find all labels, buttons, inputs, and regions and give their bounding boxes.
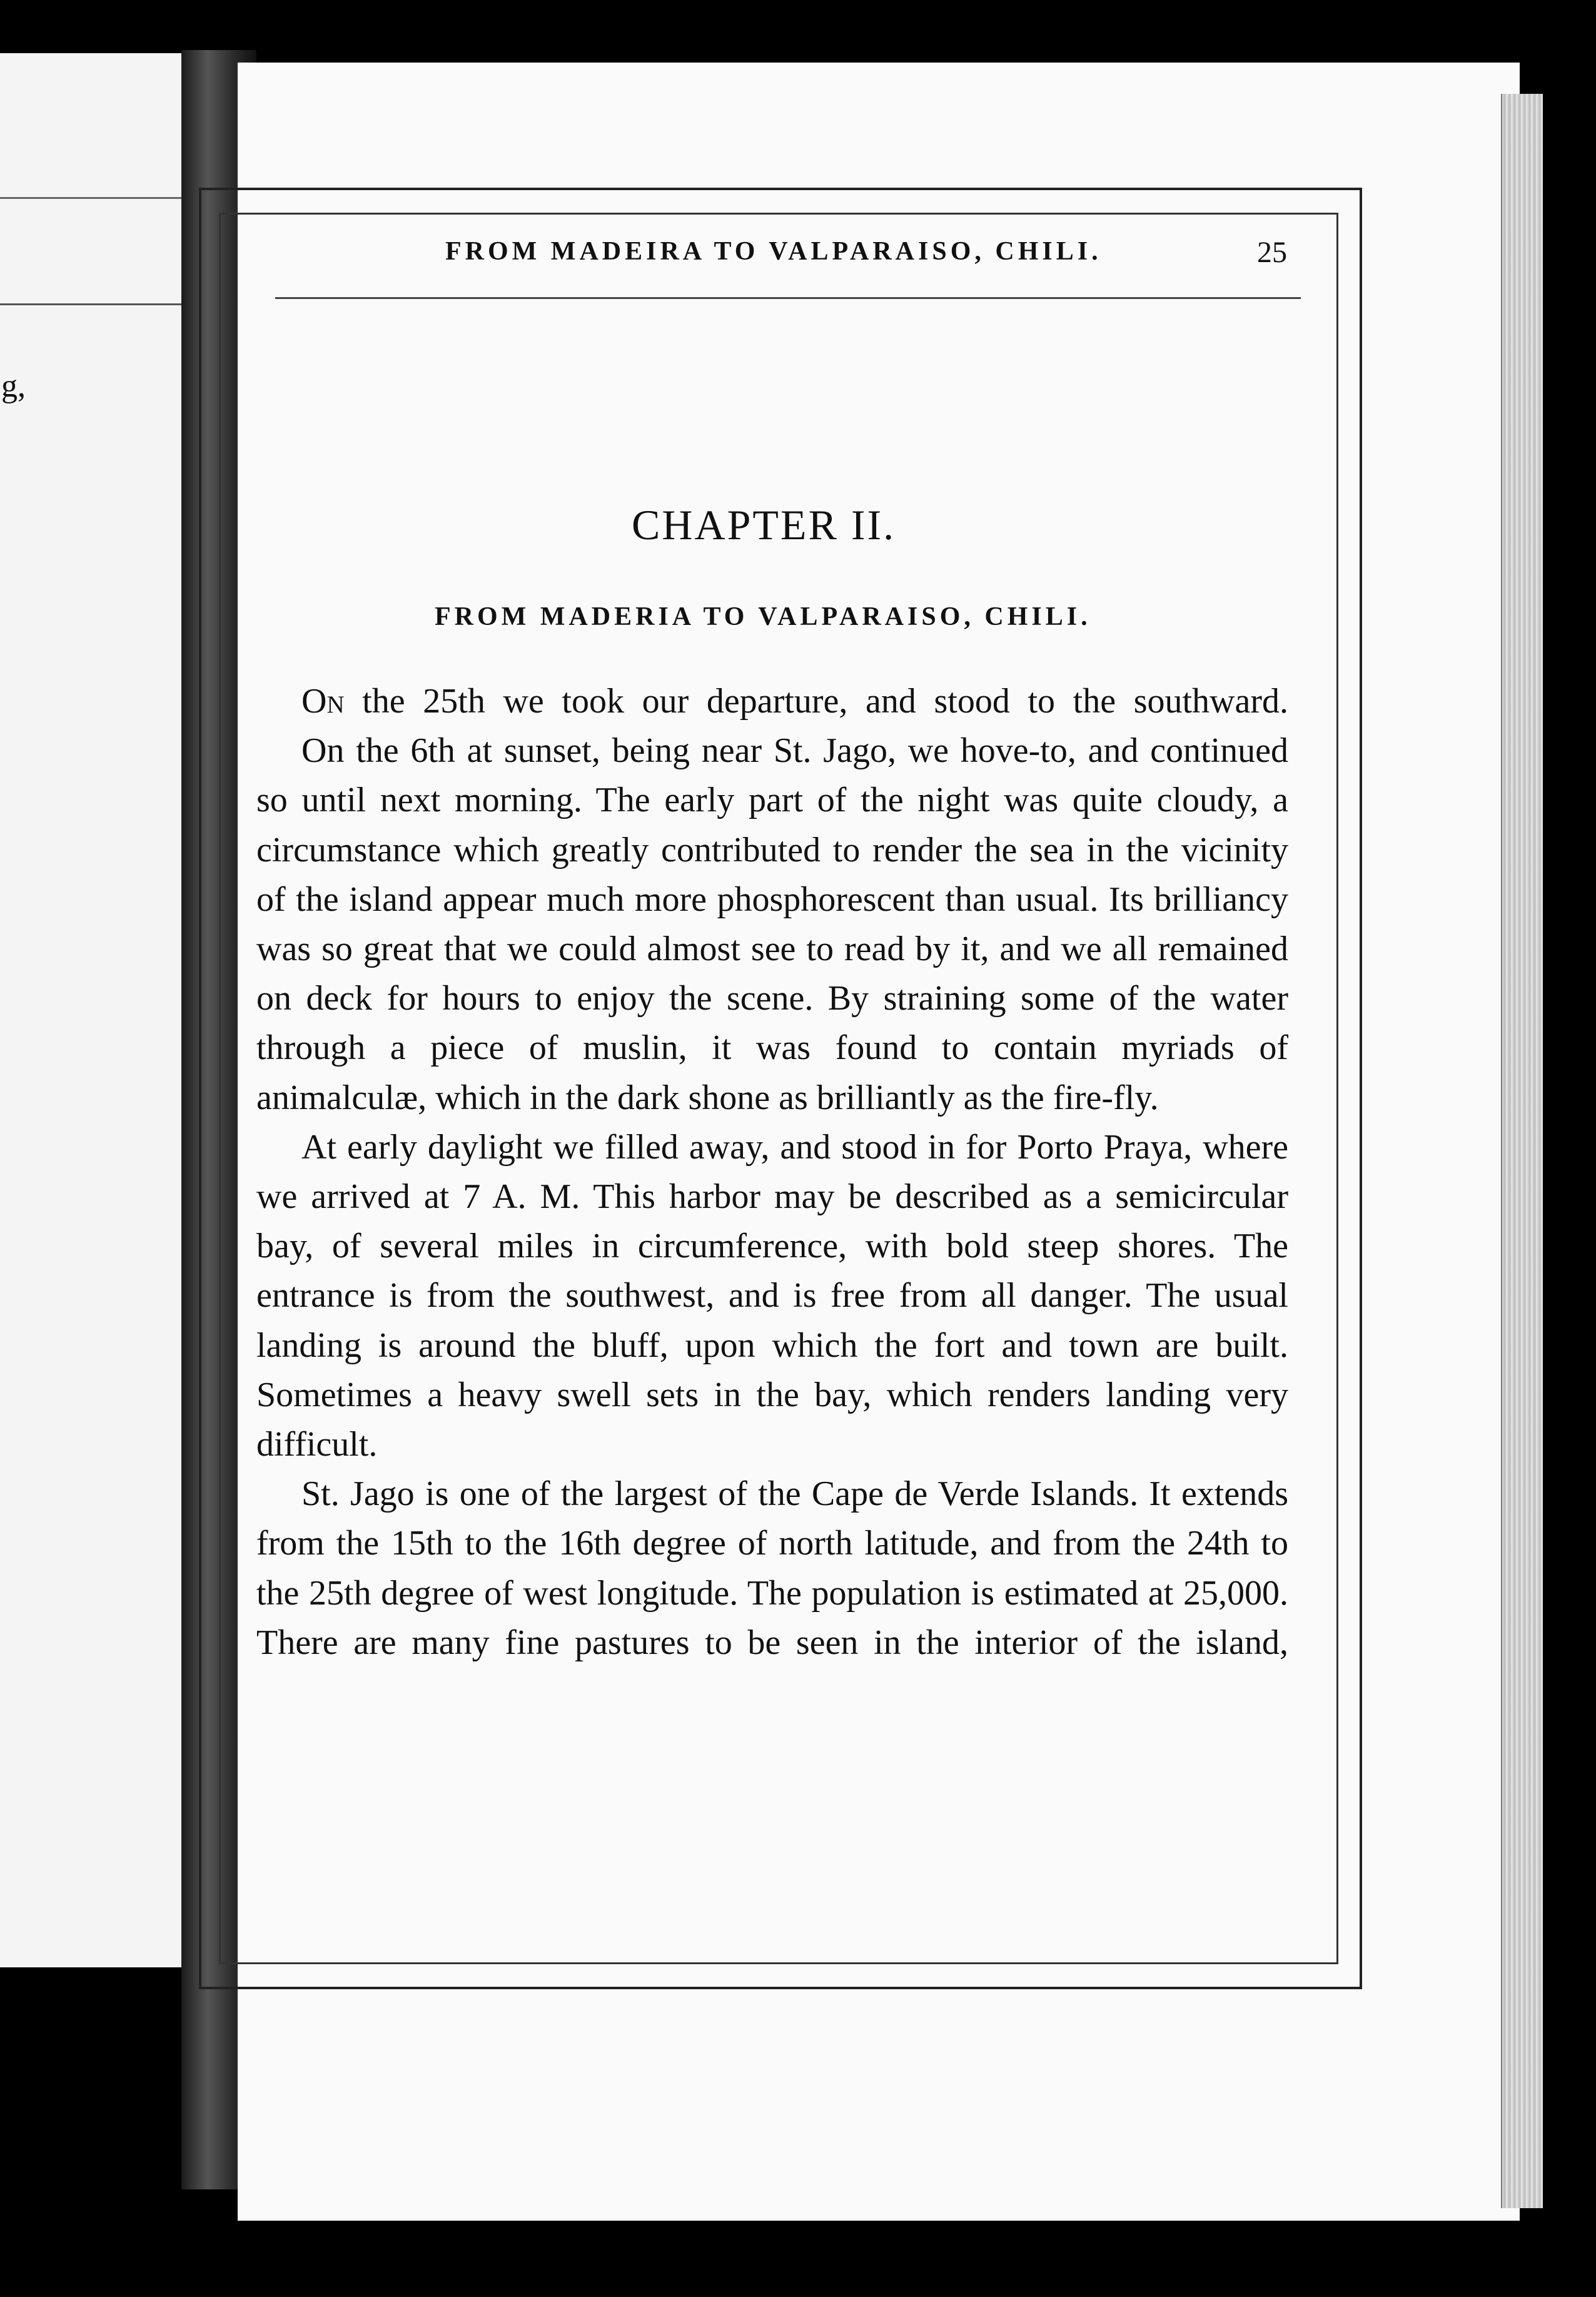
left-page-text-fragment: g, (1, 368, 26, 404)
paragraph: St. Jago is one of the largest of the Cape de Verde Islands. It extends from the 15th to the 16th degree of north latitude, and from the 24th to the 25th degree of west longitude. The population is estimated at 25,000. There are many fine pastures to be seen in the interior of the island, (256, 1474, 1288, 1662)
chapter-title: CHAPTER II. (632, 501, 896, 549)
running-head: FROM MADEIRA TO VALPARAISO, CHILI. (445, 237, 1102, 266)
paragraph: At early daylight we filled away, and stood in for Porto Praya, where we arrived at 7 A. M. This harbor may be described as a semicircular bay, of several miles in circumference, with bold steep shores. The entrance is from the southwest, and is free from all danger. The usual landing is around the bluff, upon which the fort and town are built. Sometimes a heavy swell sets in the bay, which renders landing very difficult. (256, 1127, 1288, 1464)
paragraph-opening-word: On (301, 682, 345, 721)
paragraph: On the 6th at sunset, being near St. Jago, we hove-to, and continued so until next morning. The early part of the night was quite cloudy, a circumstance which greatly contributed to render the sea in the vicinity of the island appear much more phosphorescent than usual. Its brilliancy was so great that we could almost see to read by it, and we all remained on deck for hours to enjoy the scene. By straining some of the water through a piece of muslin, it was found to contain myriads of animalculæ, which in the dark shone as brilliantly as the fire-fly. (256, 731, 1288, 1117)
page-number: 25 (1257, 236, 1287, 269)
page-edges (1501, 94, 1543, 2208)
paragraph-text: the 25th we took our departure, and stood to the southward. (344, 682, 1288, 721)
header-rule (275, 297, 1301, 299)
chapter-subtitle: FROM MADERIA TO VALPARAISO, CHILI. (435, 602, 1091, 631)
body-text (256, 677, 1288, 1668)
paragraph (256, 677, 1288, 726)
